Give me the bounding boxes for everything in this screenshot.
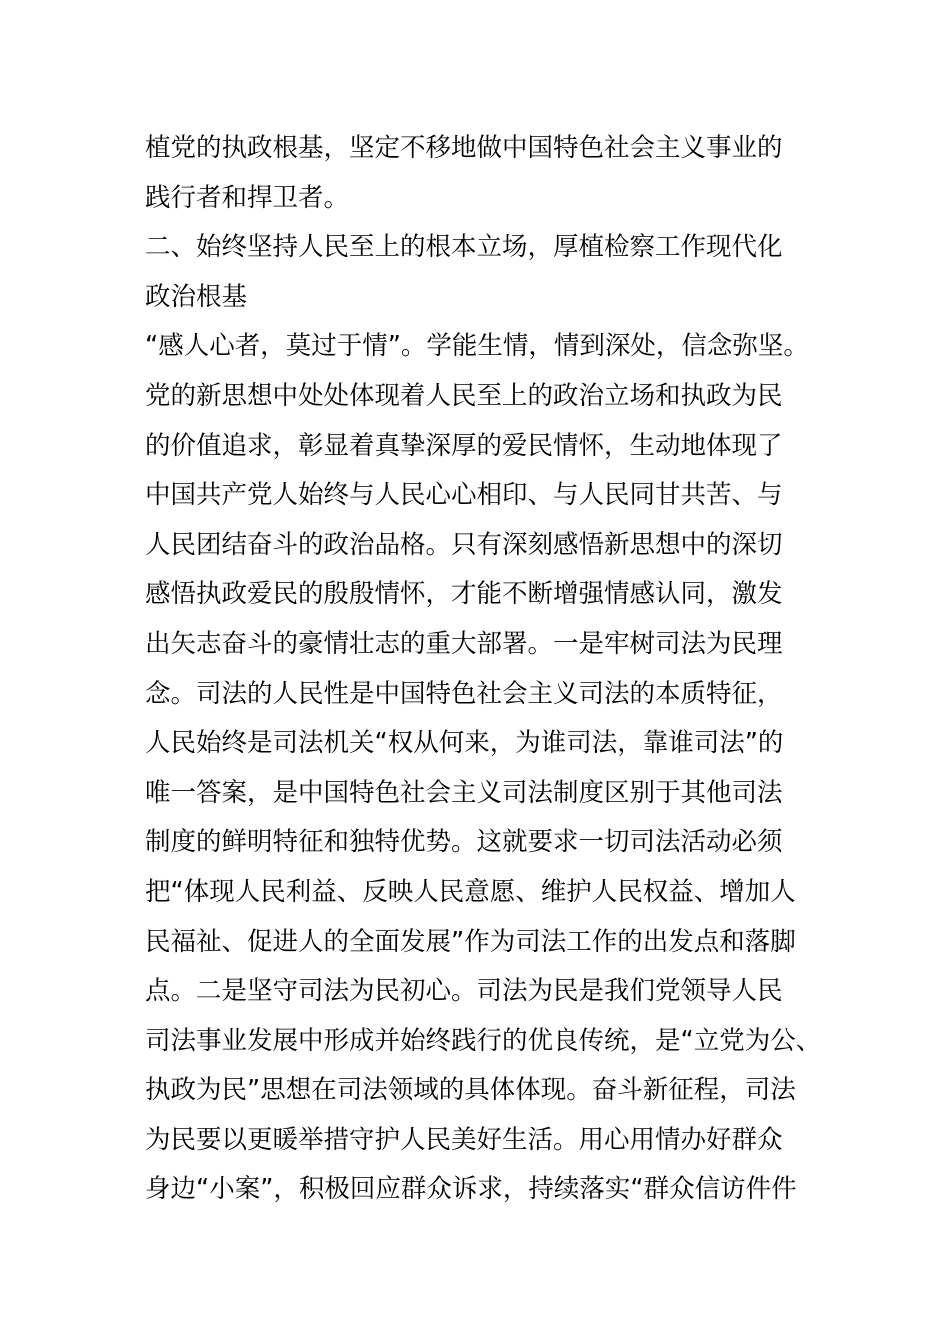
section-heading-line: 政治根基	[145, 281, 248, 312]
text-line: 为民要以更暖举措守护人民美好生活。用心用情办好群众	[145, 1124, 783, 1155]
text-line: 感悟执政爱民的殷殷情怀，才能不断增强情感认同，激发	[145, 579, 783, 610]
text-line: 党的新思想中处处体现着人民至上的政治立场和执政为民	[145, 380, 783, 411]
text-line: 人民始终是司法机关“权从何来，为谁司法，靠谁司法”的	[145, 728, 784, 759]
text-line: 把“体现人民利益、反映人民意愿、维护人民权益、增加人	[145, 876, 796, 907]
document-body	[145, 128, 825, 1219]
section-heading-line: 二、始终坚持人民至上的根本立场，厚植检察工作现代化	[145, 232, 783, 263]
text-line: 司法事业发展中形成并始终践行的优良传统，是“立党为公、	[145, 1025, 822, 1056]
text-line: 出矢志奋斗的豪情壮志的重大部署。一是牢树司法为民理	[145, 628, 783, 659]
text-line: 人民团结奋斗的政治品格。只有深刻感悟新思想中的深切	[145, 529, 783, 560]
text-line: 执政为民”思想在司法领域的具体体现。奋斗新征程，司法	[145, 1075, 796, 1106]
text-line: 民福祉、促进人的全面发展”作为司法工作的出发点和落脚	[145, 926, 796, 957]
text-line: 中国共产党人始终与人民心心相印、与人民同甘共苦、与	[145, 480, 783, 511]
text-line: 植党的执政根基，坚定不移地做中国特色社会主义事业的	[145, 133, 783, 163]
text-line: 念。司法的人民性是中国特色社会主义司法的本质特征，	[145, 678, 783, 709]
text-line: 身边“小案”，积极回应群众诉求，持续落实“群众信访件件	[145, 1174, 797, 1205]
text-line: 点。二是坚守司法为民初心。司法为民是我们党领导人民	[145, 976, 783, 1007]
text-line: “感人心者，莫过于情”。学能生情，情到深处，信念弥坚。	[145, 331, 809, 362]
text-line: 践行者和捍卫者。	[145, 182, 350, 213]
text-line: 的价值追求，彰显着真挚深厚的爱民情怀，生动地体现了	[145, 430, 783, 461]
text-line: 唯一答案，是中国特色社会主义司法制度区别于其他司法	[145, 777, 783, 808]
text-line: 制度的鲜明特征和独特优势。这就要求一切司法活动必须	[145, 827, 783, 858]
